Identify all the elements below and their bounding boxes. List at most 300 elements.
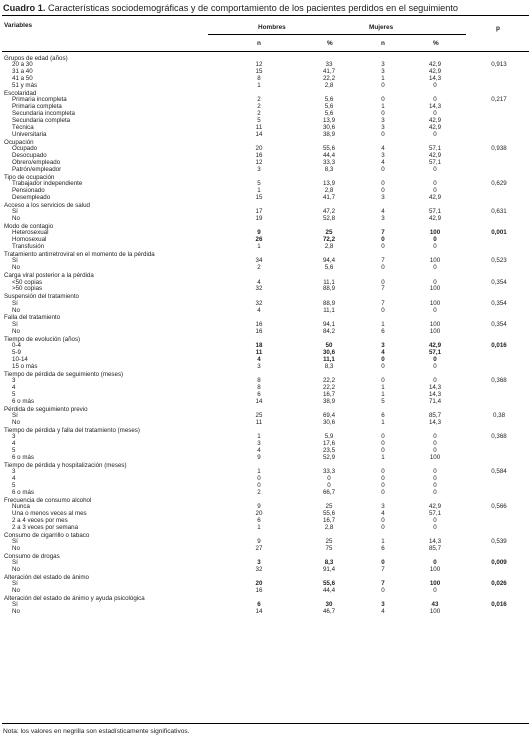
table-row bbox=[0, 567, 531, 574]
mujeres-n: 3 bbox=[381, 503, 385, 510]
mujeres-pct: 42,9 bbox=[428, 214, 442, 222]
data-table bbox=[0, 55, 531, 616]
p-value: 0,368 bbox=[491, 433, 507, 441]
mujeres-n: 7 bbox=[381, 580, 385, 588]
mujeres-pct: 0 bbox=[433, 439, 437, 447]
hombres-n: 0 bbox=[257, 481, 261, 489]
hombres-pct: 25 bbox=[325, 229, 333, 237]
row-label: Sí bbox=[12, 559, 18, 567]
hombres-n: 34 bbox=[255, 257, 263, 265]
table-row bbox=[0, 588, 531, 595]
table-row bbox=[0, 378, 531, 385]
mujeres-n: 1 bbox=[381, 103, 385, 111]
header-n-hombres: n bbox=[257, 40, 261, 47]
hombres-pct: 0 bbox=[327, 474, 331, 482]
mujeres-pct: 42,9 bbox=[428, 117, 442, 125]
hombres-pct: 55,6 bbox=[322, 509, 336, 517]
table-row bbox=[0, 153, 531, 160]
mujeres-n: 0 bbox=[381, 165, 385, 173]
mujeres-n: 0 bbox=[381, 96, 385, 104]
table-row bbox=[0, 286, 531, 293]
hombres-pct: 30,6 bbox=[322, 123, 336, 131]
mujeres-pct: 100 bbox=[429, 299, 441, 307]
row-label: 3 bbox=[12, 468, 16, 476]
row-label: 15 o más bbox=[12, 362, 38, 370]
hombres-n: 3 bbox=[257, 362, 261, 370]
mujeres-n: 0 bbox=[381, 474, 385, 482]
hombres-n: 2 bbox=[257, 488, 261, 496]
table-row bbox=[0, 413, 531, 420]
hombres-pct: 2,8 bbox=[324, 523, 334, 531]
row-label: No bbox=[12, 608, 20, 616]
row-label: Alteración del estado de ánimo y ayuda psicológica bbox=[4, 595, 145, 603]
hombres-n: 8 bbox=[257, 376, 261, 384]
table-row bbox=[0, 434, 531, 441]
section-row bbox=[0, 336, 531, 343]
header-mujeres: Mujeres bbox=[369, 24, 394, 31]
mujeres-pct: 0 bbox=[433, 180, 437, 188]
mujeres-n: 0 bbox=[381, 468, 385, 476]
hombres-n: 3 bbox=[257, 559, 261, 567]
table-row bbox=[0, 399, 531, 406]
mujeres-n: 7 bbox=[381, 285, 385, 293]
row-label: Ocupación bbox=[4, 138, 34, 146]
mujeres-n: 0 bbox=[381, 278, 385, 286]
hombres-n: 11 bbox=[255, 123, 263, 131]
hombres-pct: 16,7 bbox=[322, 516, 336, 524]
table-row bbox=[0, 132, 531, 139]
hombres-n: 8 bbox=[257, 75, 261, 83]
row-label: Suspensión del tratamiento bbox=[4, 293, 79, 301]
mujeres-pct: 0 bbox=[433, 376, 437, 384]
header-pct-hombres: % bbox=[327, 40, 333, 47]
mujeres-n: 0 bbox=[381, 481, 385, 489]
mujeres-n: 3 bbox=[381, 68, 385, 76]
mujeres-n: 0 bbox=[381, 110, 385, 118]
mujeres-n: 0 bbox=[381, 264, 385, 272]
row-label: Nunca bbox=[12, 503, 30, 510]
mujeres-n: 1 bbox=[381, 75, 385, 83]
row-label: Ocupado bbox=[12, 145, 38, 153]
mujeres-pct: 0 bbox=[433, 516, 437, 524]
table-row bbox=[0, 209, 531, 216]
section-row bbox=[0, 139, 531, 146]
row-label: 4 bbox=[12, 439, 16, 447]
mujeres-pct: 57,1 bbox=[428, 208, 442, 216]
mujeres-pct: 100 bbox=[429, 580, 441, 588]
hombres-n: 32 bbox=[255, 566, 263, 574]
hombres-n: 14 bbox=[255, 397, 263, 405]
mujeres-n: 3 bbox=[381, 117, 385, 125]
row-label: Obrero/empleado bbox=[12, 158, 61, 166]
table-row bbox=[0, 525, 531, 532]
p-value: 0,009 bbox=[491, 559, 507, 567]
row-label: 6 o más bbox=[12, 488, 35, 496]
mujeres-n: 4 bbox=[381, 208, 385, 216]
row-label: Tiempo de pérdida y falla del tratamiento (meses) bbox=[4, 426, 140, 434]
row-label: Alteración del estado de ánimo bbox=[4, 573, 89, 581]
hombres-n: 9 bbox=[257, 503, 261, 510]
mujeres-n: 0 bbox=[381, 516, 385, 524]
hombres-pct: 75 bbox=[325, 544, 333, 552]
section-row bbox=[0, 595, 531, 602]
hombres-n: 5 bbox=[257, 180, 261, 188]
mujeres-n: 0 bbox=[381, 355, 385, 363]
hombres-n: 20 bbox=[255, 509, 263, 517]
section-row bbox=[0, 406, 531, 413]
hombres-pct: 2,8 bbox=[324, 82, 334, 90]
table-caption: Características sociodemográficas y de comportamiento de los pacientes perdidos en el seguimiento bbox=[47, 3, 459, 13]
mujeres-pct: 0 bbox=[433, 110, 437, 118]
section-row bbox=[0, 427, 531, 434]
mujeres-n: 0 bbox=[381, 186, 385, 194]
mujeres-n: 0 bbox=[381, 376, 385, 384]
table-row bbox=[0, 476, 531, 483]
mujeres-n: 7 bbox=[381, 229, 385, 237]
mujeres-n: 3 bbox=[381, 342, 385, 350]
hombres-pct: 52,9 bbox=[322, 453, 336, 461]
section-row bbox=[0, 55, 531, 62]
table-row bbox=[0, 392, 531, 399]
table-row bbox=[0, 385, 531, 392]
table-note: Nota: los valores en negrilla son estadísticamente significativos. bbox=[3, 728, 190, 735]
hombres-n: 32 bbox=[255, 299, 263, 307]
mujeres-pct: 0 bbox=[433, 488, 437, 496]
row-label: Primaria incompleta bbox=[12, 96, 67, 104]
hombres-n: 1 bbox=[257, 523, 261, 531]
hombres-pct: 11,1 bbox=[323, 306, 335, 314]
row-label: Consumo de cigarrillo o tabaco bbox=[4, 531, 90, 539]
mujeres-n: 1 bbox=[381, 320, 385, 328]
row-label: No bbox=[12, 306, 20, 314]
row-label: Falla del tratamiento bbox=[4, 314, 61, 322]
table-row bbox=[0, 308, 531, 315]
hombres-pct: 13,9 bbox=[322, 117, 336, 125]
row-label: Sí bbox=[12, 537, 18, 545]
row-label: Sí bbox=[12, 299, 18, 307]
hombres-n: 2 bbox=[257, 264, 261, 272]
mujeres-pct: 85,7 bbox=[428, 411, 442, 419]
row-label: <50 copias bbox=[12, 278, 43, 286]
header-n-mujeres: n bbox=[381, 40, 385, 47]
mujeres-pct: 0 bbox=[433, 559, 437, 567]
hombres-n: 15 bbox=[255, 68, 263, 76]
p-value: 0,913 bbox=[491, 61, 507, 69]
p-value: 0,026 bbox=[491, 580, 507, 588]
row-label: Transfusión bbox=[12, 243, 45, 251]
mujeres-pct: 0 bbox=[433, 355, 437, 363]
row-label: No bbox=[12, 544, 20, 552]
hombres-pct: 55,6 bbox=[322, 580, 336, 588]
mujeres-pct: 85,7 bbox=[428, 544, 442, 552]
table-row bbox=[0, 195, 531, 202]
hombres-n: 11 bbox=[255, 418, 263, 426]
row-label: Sí bbox=[12, 208, 18, 216]
hombres-pct: 50 bbox=[325, 342, 333, 350]
hombres-pct: 0 bbox=[327, 481, 331, 489]
mujeres-pct: 0 bbox=[433, 96, 437, 104]
hombres-n: 1 bbox=[257, 468, 261, 476]
mujeres-pct: 0 bbox=[433, 278, 437, 286]
mujeres-n: 6 bbox=[381, 544, 385, 552]
mujeres-pct: 14,3 bbox=[428, 418, 442, 426]
row-label: No bbox=[12, 264, 20, 272]
section-row bbox=[0, 223, 531, 230]
hombres-pct: 8,3 bbox=[324, 165, 334, 173]
hombres-n: 16 bbox=[255, 587, 263, 595]
hombres-n: 3 bbox=[257, 439, 261, 447]
table-row bbox=[0, 483, 531, 490]
row-label: No bbox=[12, 214, 20, 222]
mujeres-n: 0 bbox=[381, 488, 385, 496]
table-row bbox=[0, 167, 531, 174]
mujeres-n: 1 bbox=[381, 383, 385, 391]
p-value: 0,631 bbox=[491, 208, 507, 216]
mujeres-n: 1 bbox=[381, 537, 385, 545]
mujeres-n: 6 bbox=[381, 327, 385, 335]
mujeres-pct: 0 bbox=[433, 243, 437, 251]
table-row bbox=[0, 160, 531, 167]
mujeres-n: 1 bbox=[381, 453, 385, 461]
mujeres-pct: 0 bbox=[433, 186, 437, 194]
mujeres-n: 0 bbox=[381, 433, 385, 441]
row-label: Universitaria bbox=[12, 130, 47, 138]
hombres-n: 0 bbox=[257, 474, 261, 482]
section-row bbox=[0, 553, 531, 560]
section-row bbox=[0, 574, 531, 581]
hombres-pct: 5,9 bbox=[324, 433, 334, 441]
mujeres-n: 3 bbox=[381, 151, 385, 159]
section-row bbox=[0, 462, 531, 469]
hombres-pct: 52,8 bbox=[322, 214, 336, 222]
hombres-pct: 47,2 bbox=[322, 208, 336, 216]
row-label: Sí bbox=[12, 601, 18, 609]
p-value: 0,016 bbox=[491, 601, 507, 609]
hombres-n: 2 bbox=[257, 110, 261, 118]
table-row bbox=[0, 237, 531, 244]
section-row bbox=[0, 293, 531, 300]
row-label: Una o menos veces al mes bbox=[12, 509, 87, 517]
table-row bbox=[0, 125, 531, 132]
mujeres-pct: 100 bbox=[429, 608, 441, 616]
row-label: 2 a 3 veces por semana bbox=[12, 523, 79, 531]
hombres-n: 9 bbox=[257, 229, 261, 237]
table-row bbox=[0, 364, 531, 371]
p-value: 0,38 bbox=[492, 411, 506, 419]
table-row bbox=[0, 244, 531, 251]
row-label: 3 bbox=[12, 376, 16, 384]
mujeres-pct: 42,9 bbox=[428, 193, 442, 201]
table-row bbox=[0, 420, 531, 427]
row-label: 0-4 bbox=[12, 342, 21, 350]
hombres-pct: 30,6 bbox=[322, 418, 336, 426]
mujeres-n: 3 bbox=[381, 214, 385, 222]
mujeres-pct: 100 bbox=[429, 566, 441, 574]
mujeres-pct: 100 bbox=[429, 327, 441, 335]
table-row bbox=[0, 518, 531, 525]
mujeres-pct: 14,3 bbox=[428, 103, 442, 111]
row-label: Sí bbox=[12, 411, 18, 419]
table-row bbox=[0, 448, 531, 455]
row-label: No bbox=[12, 418, 20, 426]
mujeres-pct: 0 bbox=[433, 587, 437, 595]
p-value: 0,938 bbox=[491, 145, 507, 153]
row-label: 6 o más bbox=[12, 453, 35, 461]
table-row bbox=[0, 97, 531, 104]
table-row bbox=[0, 118, 531, 125]
hombres-pct: 46,7 bbox=[322, 608, 336, 616]
mujeres-n: 7 bbox=[381, 566, 385, 574]
hombres-n: 2 bbox=[257, 103, 261, 111]
table-row bbox=[0, 609, 531, 616]
row-label: Escolaridad bbox=[4, 89, 37, 97]
p-value: 0,629 bbox=[491, 180, 507, 188]
p-value: 0,354 bbox=[491, 320, 507, 328]
mujeres-pct: 43 bbox=[431, 601, 439, 609]
row-label: Tiempo de pérdida y hospitalización (meses) bbox=[4, 461, 127, 469]
row-label: No bbox=[12, 587, 20, 595]
mujeres-n: 0 bbox=[381, 130, 385, 138]
row-label: 41 a 50 bbox=[12, 75, 33, 83]
hombres-pct: 44,4 bbox=[322, 587, 336, 595]
mujeres-n: 0 bbox=[381, 362, 385, 370]
table-row bbox=[0, 511, 531, 518]
row-label: Tratamiento antirretroviral en el momento de la pérdida bbox=[4, 250, 155, 258]
hombres-n: 14 bbox=[255, 130, 263, 138]
mujeres-n: 4 bbox=[381, 348, 385, 356]
header-bottom-rule bbox=[2, 51, 529, 52]
mujeres-n: 1 bbox=[381, 390, 385, 398]
row-label: 6 o más bbox=[12, 397, 35, 405]
mujeres-n: 3 bbox=[381, 601, 385, 609]
hombres-n: 4 bbox=[257, 446, 261, 454]
mujeres-n: 0 bbox=[381, 236, 385, 244]
hombres-pct: 38,9 bbox=[322, 397, 336, 405]
mujeres-pct: 57,1 bbox=[428, 158, 442, 166]
section-row bbox=[0, 202, 531, 209]
row-label: Secundaria incompleta bbox=[12, 110, 75, 118]
hombres-n: 14 bbox=[255, 608, 263, 616]
hombres-pct: 22,2 bbox=[322, 376, 336, 384]
hombres-pct: 44,4 bbox=[322, 151, 336, 159]
hombres-n: 3 bbox=[257, 165, 261, 173]
hombres-pct: 8,3 bbox=[324, 559, 334, 567]
row-label: Homosexual bbox=[12, 236, 47, 244]
mujeres-pct: 42,9 bbox=[428, 68, 442, 76]
mujeres-pct: 14,3 bbox=[428, 383, 442, 391]
hombres-pct: 94,1 bbox=[322, 320, 336, 328]
row-label: Tipo de ocupación bbox=[4, 173, 55, 181]
row-label: No bbox=[12, 327, 20, 335]
hombres-n: 4 bbox=[257, 355, 261, 363]
hombres-n: 20 bbox=[255, 145, 263, 153]
hombres-pct: 11,1 bbox=[323, 355, 335, 363]
mujeres-pct: 57,1 bbox=[428, 348, 442, 356]
hombres-pct: 30 bbox=[325, 601, 333, 609]
mujeres-pct: 42,9 bbox=[428, 61, 442, 69]
section-row bbox=[0, 371, 531, 378]
mujeres-pct: 100 bbox=[429, 453, 441, 461]
hombres-pct: 38,9 bbox=[322, 130, 336, 138]
table-row bbox=[0, 441, 531, 448]
row-label: Trabajador independiente bbox=[12, 180, 83, 188]
table-row bbox=[0, 490, 531, 497]
mujeres-n: 0 bbox=[381, 439, 385, 447]
p-value: 0,368 bbox=[491, 376, 507, 384]
row-label: 5 bbox=[12, 446, 16, 454]
mujeres-pct: 57,1 bbox=[428, 509, 442, 517]
header-hombres: Hombres bbox=[258, 24, 286, 31]
table-row bbox=[0, 350, 531, 357]
table-row bbox=[0, 188, 531, 195]
hombres-n: 11 bbox=[255, 348, 263, 356]
table-row bbox=[0, 230, 531, 237]
hombres-n: 4 bbox=[257, 278, 261, 286]
row-label: Sí bbox=[12, 580, 18, 588]
hombres-pct: 5,6 bbox=[324, 96, 334, 104]
mujeres-pct: 42,9 bbox=[428, 123, 442, 131]
row-label: Desempleado bbox=[12, 193, 51, 201]
table-row bbox=[0, 111, 531, 118]
mujeres-pct: 14,3 bbox=[428, 537, 442, 545]
mujeres-pct: 0 bbox=[433, 130, 437, 138]
mujeres-pct: 0 bbox=[433, 165, 437, 173]
row-label: 5-9 bbox=[12, 348, 21, 356]
hombres-n: 8 bbox=[257, 383, 261, 391]
mujeres-n: 6 bbox=[381, 411, 385, 419]
mujeres-n: 4 bbox=[381, 509, 385, 517]
row-label: Sí bbox=[12, 320, 18, 328]
hombres-n: 16 bbox=[255, 320, 263, 328]
hombres-n: 15 bbox=[255, 193, 263, 201]
hombres-pct: 2,8 bbox=[324, 186, 334, 194]
mujeres-pct: 71,4 bbox=[428, 397, 442, 405]
mujeres-pct: 0 bbox=[433, 523, 437, 531]
mujeres-n: 4 bbox=[381, 608, 385, 616]
mujeres-pct: 0 bbox=[433, 481, 437, 489]
row-label: Consumo de drogas bbox=[4, 552, 60, 560]
hombres-n: 26 bbox=[255, 236, 263, 244]
mujeres-pct: 0 bbox=[433, 474, 437, 482]
section-row bbox=[0, 272, 531, 279]
hombres-pct: 66,7 bbox=[322, 488, 336, 496]
mujeres-n: 0 bbox=[381, 180, 385, 188]
section-row bbox=[0, 314, 531, 321]
mujeres-n: 0 bbox=[381, 446, 385, 454]
mujeres-n: 5 bbox=[381, 397, 385, 405]
mujeres-n: 0 bbox=[381, 306, 385, 314]
hombres-pct: 30,6 bbox=[322, 348, 336, 356]
hombres-pct: 72,2 bbox=[322, 236, 336, 244]
row-label: Heterosexual bbox=[12, 229, 49, 237]
mujeres-pct: 42,9 bbox=[428, 151, 442, 159]
mujeres-n: 0 bbox=[381, 243, 385, 251]
hombres-n: 16 bbox=[255, 151, 263, 159]
mujeres-n: 0 bbox=[381, 82, 385, 90]
row-label: Grupos de edad (años) bbox=[4, 55, 68, 62]
row-label: 5 bbox=[12, 390, 16, 398]
hombres-pct: 5,6 bbox=[324, 103, 334, 111]
hombres-n: 6 bbox=[257, 516, 261, 524]
table-row bbox=[0, 104, 531, 111]
hombres-n: 6 bbox=[257, 390, 261, 398]
mujeres-pct: 0 bbox=[433, 362, 437, 370]
mujeres-n: 3 bbox=[381, 123, 385, 131]
section-row bbox=[0, 251, 531, 258]
row-label: Modo de contagio bbox=[4, 222, 54, 230]
section-row bbox=[0, 90, 531, 97]
hombres-pct: 41,7 bbox=[322, 193, 336, 201]
